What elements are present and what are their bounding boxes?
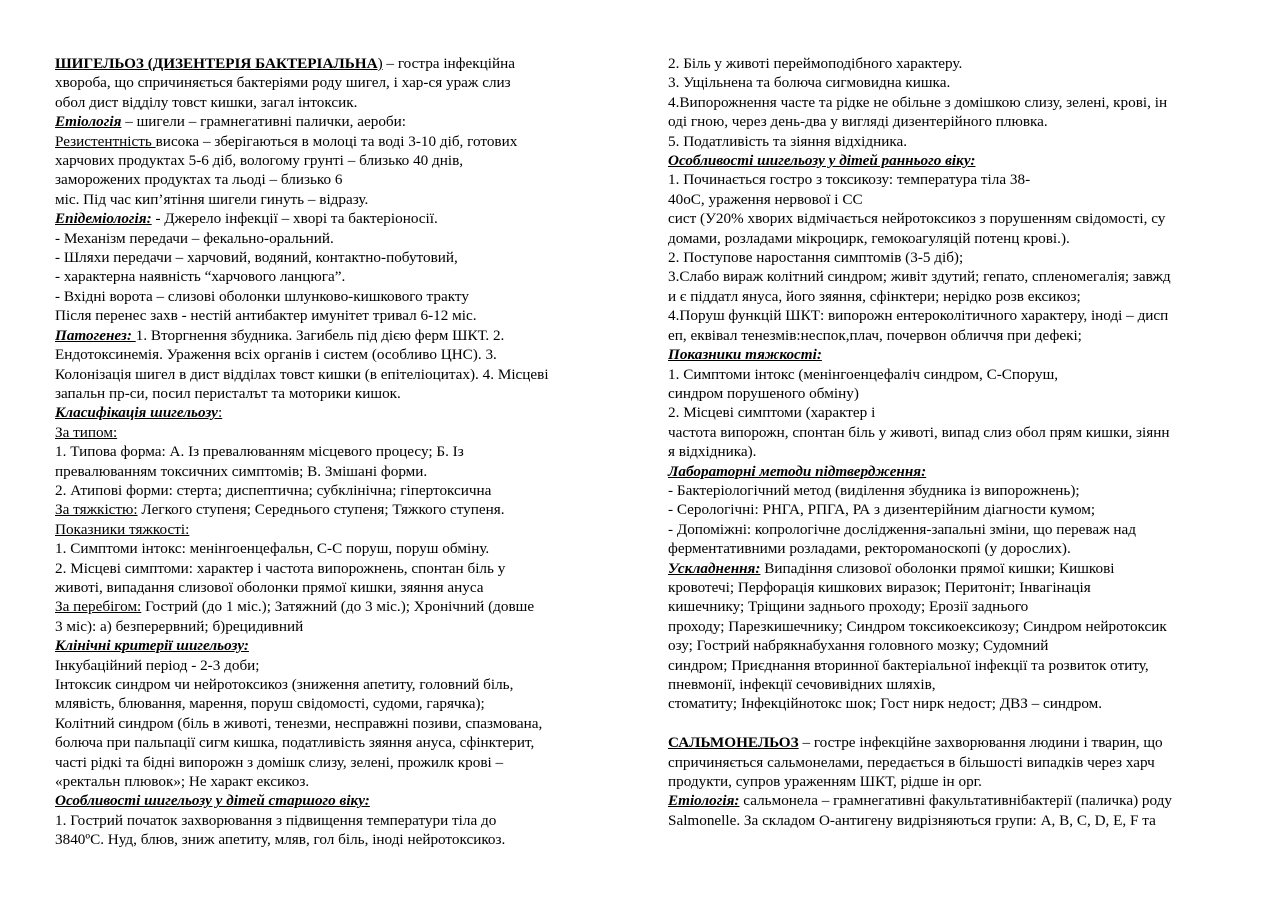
text-line	[55, 481, 615, 500]
text-segment: - Бактеріологічний метод (виділення збудника із випорожнень);	[668, 481, 1080, 499]
text-line	[668, 190, 1238, 209]
text-segment: 1. Симптоми інтокс (менінгоенцефаліч синдром, С-Споруш,	[668, 365, 1059, 383]
text-line	[55, 151, 615, 170]
text-segment: - Механізм передачи – фекально-оральний.	[55, 229, 334, 247]
text-segment: Колонізація шигел в дист відділах товст кишки (в епітеліоцитах). 4. Місцеві	[55, 365, 549, 383]
text-segment: проходу; Парезкишечнику; Синдром токсикоексикозу; Синдром нейротоксик	[668, 617, 1167, 635]
text-line	[55, 520, 615, 539]
left-column	[55, 54, 615, 850]
text-segment: млявість, блювання, марення, поруш свідомості, судоми, гарячка);	[55, 695, 485, 713]
text-line	[55, 229, 615, 248]
text-segment: 2. Місцеві симптоми (характер і	[668, 404, 876, 422]
text-line	[668, 578, 1238, 597]
text-segment: «ректальн плювок»; Не характ ексикоз.	[55, 773, 310, 791]
styled-text: Класифікація шигельозу	[55, 404, 218, 422]
text-line	[668, 500, 1238, 519]
text-line	[55, 190, 615, 209]
text-line	[55, 170, 615, 189]
text-segment: ферментативними розладами, ректороманоскопі (у дорослих).	[668, 540, 1071, 558]
text-line	[668, 753, 1238, 772]
text-line	[668, 811, 1238, 830]
text-line	[55, 578, 615, 597]
text-line	[668, 229, 1238, 248]
text-line	[55, 714, 615, 733]
text-line	[668, 306, 1238, 325]
text-segment: Гострий (до 1 міс.); Затяжний (до 3 міс.); Хронічний (довше	[141, 598, 535, 616]
text-line	[668, 772, 1238, 791]
text-segment: сист (У20% хворих відмічається нейротоксикоз з порушенням свідомості, су	[668, 210, 1166, 228]
text-segment: запальн пр-си, посил перисталът та моторики кишок.	[55, 384, 401, 402]
text-line	[55, 267, 615, 286]
text-line	[668, 520, 1238, 539]
text-segment: – гостра інфекційна	[382, 55, 515, 72]
text-segment: сальмонела – грамнегативні факультативнібактерії (паличка) роду	[739, 792, 1172, 810]
text-line	[668, 733, 1238, 752]
text-segment: 3 міс): а) безперервний; б)рецидивний	[55, 617, 304, 635]
text-line	[55, 500, 615, 519]
styled-text: Резистентність	[55, 132, 156, 150]
text-line	[55, 539, 615, 558]
text-line	[55, 423, 615, 442]
text-segment: стоматиту; Інфекційнотокс шок; Гост нирк недост; ДВЗ – синдром.	[668, 695, 1103, 713]
text-segment: харчових продуктах 5-6 діб, вологому грунті – близько 40 днів,	[55, 152, 464, 170]
text-segment: обол дист відділу товст кишки, загал інтоксик.	[55, 93, 358, 111]
text-line	[55, 617, 615, 636]
text-segment: 1. Починається гостро з токсикозу: температура тіла 38-	[668, 171, 1031, 189]
text-segment: Легкого ступеня; Середнього ступеня; Тяжкого ступеня.	[137, 501, 505, 519]
text-line	[668, 559, 1238, 578]
text-segment: домами, розладами мікроцирк, гемокоагуляцій потенц крові.).	[668, 229, 1070, 247]
styled-text: Патогенез:	[55, 326, 136, 344]
text-segment: 3. Ущільнена та болюча сигмовидна кишка.	[668, 74, 951, 92]
text-line	[55, 112, 615, 131]
text-line	[55, 248, 615, 267]
text-line	[668, 73, 1238, 92]
text-segment: продукти, супров ураженням ШКТ, рідше ін орг.	[668, 773, 982, 791]
text-segment: Ендотоксинемія. Ураження всіх органів і систем (особливо ЦНС). 3.	[55, 346, 497, 364]
text-segment: Інкубаційний період - 2-3 доби;	[55, 656, 260, 674]
text-segment: - Допоміжні: копрологічне дослідження-запальні зміни, що переваж над	[668, 520, 1137, 538]
text-segment: Випадіння слизової оболонки прямої кишки; Кишкові	[760, 559, 1115, 577]
text-line	[668, 287, 1238, 306]
styled-text: ШИГЕЛЬОЗ (ДИЗЕНТЕРІЯ БАКТЕРІАЛЬНА	[55, 55, 378, 72]
text-segment: кишечнику; Тріщини заднього проходу; Ерозії заднього	[668, 598, 1029, 616]
text-line	[55, 287, 615, 306]
styled-text: Клінічні критерії шигельозу:	[55, 637, 249, 655]
styled-text: Етіологія	[55, 113, 122, 131]
right-column	[668, 54, 1238, 830]
text-segment: 3.Слабо вираж колітний синдром; живіт здутий; гепато, спленомегалія; завжд	[668, 268, 1171, 286]
text-line	[55, 306, 615, 325]
text-line	[668, 539, 1238, 558]
text-line	[668, 151, 1238, 170]
text-segment: міс. Під час кип’ятіння шигели гинуть – відразу.	[55, 190, 369, 208]
text-line	[668, 345, 1238, 364]
text-segment: Після перенес захв - нестій антибактер имунітет тривал 6-12 міс.	[55, 307, 477, 325]
styled-text: Особливості шигельозу у дітей раннього віку:	[668, 152, 976, 170]
text-segment: Інтоксик синдром чи нейротоксикоз (зниження апетиту, головний біль,	[55, 676, 514, 693]
text-line	[668, 656, 1238, 675]
text-line	[668, 462, 1238, 481]
text-line	[55, 73, 615, 92]
styled-text: Ускладнення:	[668, 559, 761, 577]
text-line	[55, 403, 615, 422]
text-segment: - Серологічні: РНГА, РПГА, РА з дизентерійним діагности кумом;	[668, 501, 1096, 519]
text-line	[55, 462, 615, 481]
text-segment: - характерна наявність “харчового ланцюга”.	[55, 268, 346, 286]
text-line	[668, 675, 1238, 694]
text-line	[55, 753, 615, 772]
text-segment: 4.Випорожнення часте та рідке не обільне з домішкою слизу, зелені, крові, ін	[668, 93, 1168, 111]
text-line	[55, 733, 615, 752]
text-line	[668, 597, 1238, 616]
text-line	[55, 93, 615, 112]
text-line	[668, 267, 1238, 286]
text-line	[668, 132, 1238, 151]
text-line	[668, 791, 1238, 810]
text-segment: синдром; Приєднання вторинної бактеріальної інфекції та розвиток отиту,	[668, 656, 1149, 674]
text-line	[55, 597, 615, 616]
text-segment: животі, випадання слизової оболонки прямої кишки, зяяння ануса	[55, 578, 484, 596]
styled-text: САЛЬМОНЕЛЬОЗ	[668, 734, 799, 752]
styled-text: Лабораторні методи підтвердження:	[668, 462, 927, 480]
text-line	[55, 209, 615, 228]
text-segment: 5. Податливість та зіяння відхідника.	[668, 132, 908, 150]
text-segment: 4.Поруш функцій ШКТ: випорожн ентероколітичного характеру, іноді – дисп	[668, 307, 1169, 325]
text-segment: пневмонії, інфекції сечовивідних шляхів,	[668, 676, 936, 693]
text-segment: заморожених продуктах та льоді – близько 6	[55, 171, 343, 189]
styled-text: За тяжкістю:	[55, 501, 138, 519]
text-segment: - Джерело інфекції – хворі та бактеріоносії.	[151, 210, 438, 228]
text-line	[668, 694, 1238, 713]
text-line	[55, 326, 615, 345]
text-segment: я відхідника).	[668, 443, 757, 461]
text-segment: 1. Гострий початок захворювання з підвищення температури тіла до	[55, 811, 497, 829]
text-segment: висока – зберігаються в молоці та воді 3-10 діб, готових	[155, 132, 518, 150]
styled-text: Показники тяжкості:	[668, 346, 822, 364]
styled-text: Етіологія:	[668, 792, 740, 810]
text-segment: часті рідкі та бідні випорожн з домішк слизу, зелені, прожилк крові –	[55, 753, 504, 771]
text-segment: - Шляхи передачи – харчовий, водяний, контактно-побутовий,	[55, 249, 458, 267]
text-segment: – гостре інфекційне захворювання людини і тварин, що	[798, 734, 1163, 752]
text-line	[55, 54, 615, 73]
styled-text: Епідеміологія:	[55, 210, 152, 228]
text-line	[55, 636, 615, 655]
text-segment: 3840ºС. Нуд, блюв, зниж апетиту, мляв, гол біль, іноді нейротоксикоз.	[55, 831, 506, 849]
text-line	[55, 694, 615, 713]
text-segment: 2. Біль у животі переймоподібного характеру.	[668, 55, 963, 72]
text-segment: 1. Вторгнення збудника. Загибель під дією ферм ШКТ. 2.	[135, 326, 505, 344]
text-segment: превалюванням токсичних симптомів; В. Змішані форми.	[55, 462, 428, 480]
text-line	[668, 384, 1238, 403]
text-line	[55, 675, 615, 694]
text-segment: еп, еквівал тенезмів:неспок,плач, почервон обличчя при дефекі;	[668, 326, 1082, 344]
text-segment: - Вхідні ворота – слизові оболонки шлунково-кишкового тракту	[55, 287, 469, 305]
styled-text: За перебігом:	[55, 598, 142, 616]
text-line	[55, 811, 615, 830]
text-segment: кровотечі; Перфорація кишкових виразок; Перитоніт; Інвагінація	[668, 578, 1091, 596]
text-line	[668, 442, 1238, 461]
styled-text: Особливості шигельозу у дітей старшого віку:	[55, 792, 370, 810]
text-line	[668, 403, 1238, 422]
text-line	[668, 481, 1238, 500]
text-line	[668, 365, 1238, 384]
text-segment: 40оС, ураження нервової і СС	[668, 190, 863, 208]
text-line	[55, 132, 615, 151]
text-segment: озу; Гострий набрякнабухання головного мозку; Судомний	[668, 637, 1049, 655]
text-line	[55, 772, 615, 791]
text-line	[55, 791, 615, 810]
text-segment: хвороба, що спричиняється бактеріями роду шигел, і хар-ся ураж слиз	[55, 74, 511, 92]
text-segment: 2. Поступове наростання симптомів (3-5 діб);	[668, 249, 964, 267]
text-line	[55, 830, 615, 849]
text-segment: 2. Місцеві симптоми: характер і частота випорожнень, спонтан біль у	[55, 559, 506, 577]
text-line	[668, 636, 1238, 655]
text-segment: 1. Симптоми інтокс: менінгоенцефальн, С-С поруш, поруш обміну.	[55, 540, 490, 558]
text-line	[55, 345, 615, 364]
styled-text: Показники тяжкості:	[55, 520, 190, 538]
text-segment: болюча при пальпації сигм кишка, податливість зяяння ануса, сфінктерит,	[55, 734, 535, 752]
text-line	[668, 93, 1238, 112]
styled-text: )	[377, 55, 383, 72]
text-segment: Колітний синдром (біль в животі, тенезми, несправжні позиви, спазмована,	[55, 714, 543, 732]
text-segment: оді гною, через день-два у вигляді дизентерійного плювка.	[668, 113, 1048, 131]
text-line	[668, 248, 1238, 267]
text-segment: и є піддатл януса, його зяяння, сфінктери; нерідко розв ексикоз;	[668, 287, 1081, 305]
text-line	[55, 559, 615, 578]
text-line	[668, 209, 1238, 228]
styled-text: За типом:	[55, 423, 118, 441]
text-segment: Salmonelle. За складом О-антигену видрізняються групи: A, B, C, D, E, F та	[668, 811, 1156, 829]
text-line	[668, 170, 1238, 189]
text-line	[668, 617, 1238, 636]
text-line	[668, 54, 1238, 73]
text-segment: спричиняється сальмонелами, передається в більшості випадків через харч	[668, 753, 1155, 771]
text-line	[668, 112, 1238, 131]
text-segment: 2. Атипові форми: стерта; диспептична; субклінічна; гіпертоксична	[55, 481, 492, 499]
text-segment: 1. Типова форма: А. Із превалюванням місцевого процесу; Б. Із	[55, 443, 464, 461]
text-line	[55, 656, 615, 675]
text-line	[668, 326, 1238, 345]
text-segment: синдром порушеного обміну)	[668, 384, 859, 402]
text-segment: частота випорожн, спонтан біль у животі, випад слиз обол прям кишки, зіянн	[668, 423, 1170, 441]
text-line	[55, 365, 615, 384]
text-line	[668, 714, 1238, 733]
styled-text: :	[217, 404, 223, 422]
text-segment: – шигели – грамнегативні палички, аероби:	[121, 113, 406, 131]
text-line	[55, 442, 615, 461]
text-line	[55, 384, 615, 403]
text-line	[668, 423, 1238, 442]
